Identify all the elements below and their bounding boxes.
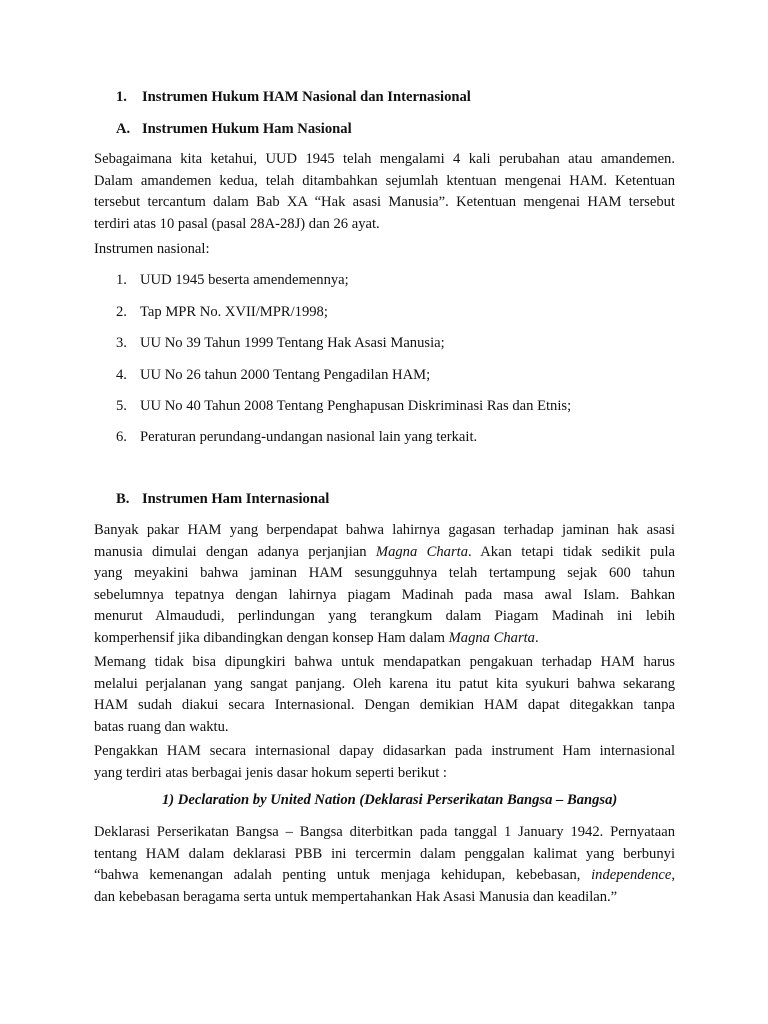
paragraph-b3: Pengakkan HAM secara internasional dapay didasarkan pada instrument Ham internasional yang terdiri atas berbagai jenis dasar hokum seperti berikut :	[94, 743, 675, 781]
subheading-1: 1) Declaration by United Nation (Deklarasi Perserikatan Bangsa – Bangsa)	[162, 792, 618, 808]
paragraph-b1-line2: manusia dimulai dengan adanya perjanjian Magna Charta. Akan tetapi tidak sedikit pula	[94, 543, 675, 560]
list-item: 6. Peraturan perundang-undangan nasional lain yang terkait.	[116, 429, 478, 445]
paragraph-a: Sebagaimana kita ketahui, UUD 1945 telah mengalami 4 kali perubahan atau amandemen. Dalam amandemen kedua, telah ditambahkan sejumlah ktentuan mengenai HAM. Ketentuan tersebut tercantum dalam Bab XA “Hak asasi Manusia”. Ketentuan mengenai HAM tersebut terdiri atas 10 pasal (pasal 28A-28J) dan 26 ayat.	[94, 151, 675, 232]
instrumen-label: Instrumen nasional:	[94, 241, 210, 257]
paragraph-b4-line3: “bahwa kemenangan adalah penting untuk menjaga kehidupan, kebebasan, independence,	[94, 867, 675, 883]
list-item: 5. UU No 40 Tahun 2008 Tentang Penghapusan Diskriminasi Ras dan Etnis;	[116, 398, 572, 414]
list-item: 1. UUD 1945 beserta amendemennya;	[116, 272, 349, 288]
list-item: 2. Tap MPR No. XVII/MPR/1998;	[116, 304, 328, 320]
list-item: 4. UU No 26 tahun 2000 Tentang Pengadilan HAM;	[116, 367, 431, 383]
paragraph-b4: Deklarasi Perserikatan Bangsa – Bangsa diterbitkan pada tanggal 1 January 1942. Pernyataan tentang HAM dalam deklarasi PBB ini tercermin dalam penggalan kalimat yang berbunyi “bahwa kemenangan adalah penting untuk menjaga kehidupan, kebebasan, independence, dan kebebasan beragama serta untuk mempertahankan Hak Asasi Manusia dan keadilan.”	[94, 824, 675, 905]
list-item: 3. UU No 39 Tahun 1999 Tentang Hak Asasi Manusia;	[116, 335, 445, 351]
paragraph-b1-line6: komperhensif jika dibandingkan dengan konsep Ham dalam Magna Charta.	[94, 629, 539, 646]
heading-a: A. Instrumen Hukum Ham Nasional	[116, 121, 352, 137]
heading-1: 1. Instrumen Hukum HAM Nasional dan Internasional	[116, 89, 471, 105]
heading-b: B. Instrumen Ham Internasional	[116, 491, 330, 507]
paragraph-b1: Banyak pakar HAM yang berpendapat bahwa lahirnya gagasan terhadap jaminan hak asasi manusia dimulai dengan adanya perjanjian Magna Charta. Akan tetapi tidak sedikit pula yang meyakini bahwa jaminan HAM sesungguhnya telah tertampung sejak 600 tahun sebelumnya tepatnya dengan lahirnya piagam Madinah pada masa awal Islam. Bahkan menurut Almaududi, perlindungan yang terangkum dalam Piagam Madinah ini lebih komperhensif jika dibandingkan dengan konsep Ham dalam Magna Charta.	[94, 520, 675, 649]
paragraph-b2: Memang tidak bisa dipungkiri bahwa untuk mendapatkan pengakuan terhadap HAM harus melalui perjalanan yang sangat panjang. Oleh karena itu patut kita syukuri bahwa sekarang HAM sudah diakui secara Internasional. Dengan demikian HAM dapat ditegakkan tanpa batas ruang dan waktu.	[94, 654, 675, 735]
